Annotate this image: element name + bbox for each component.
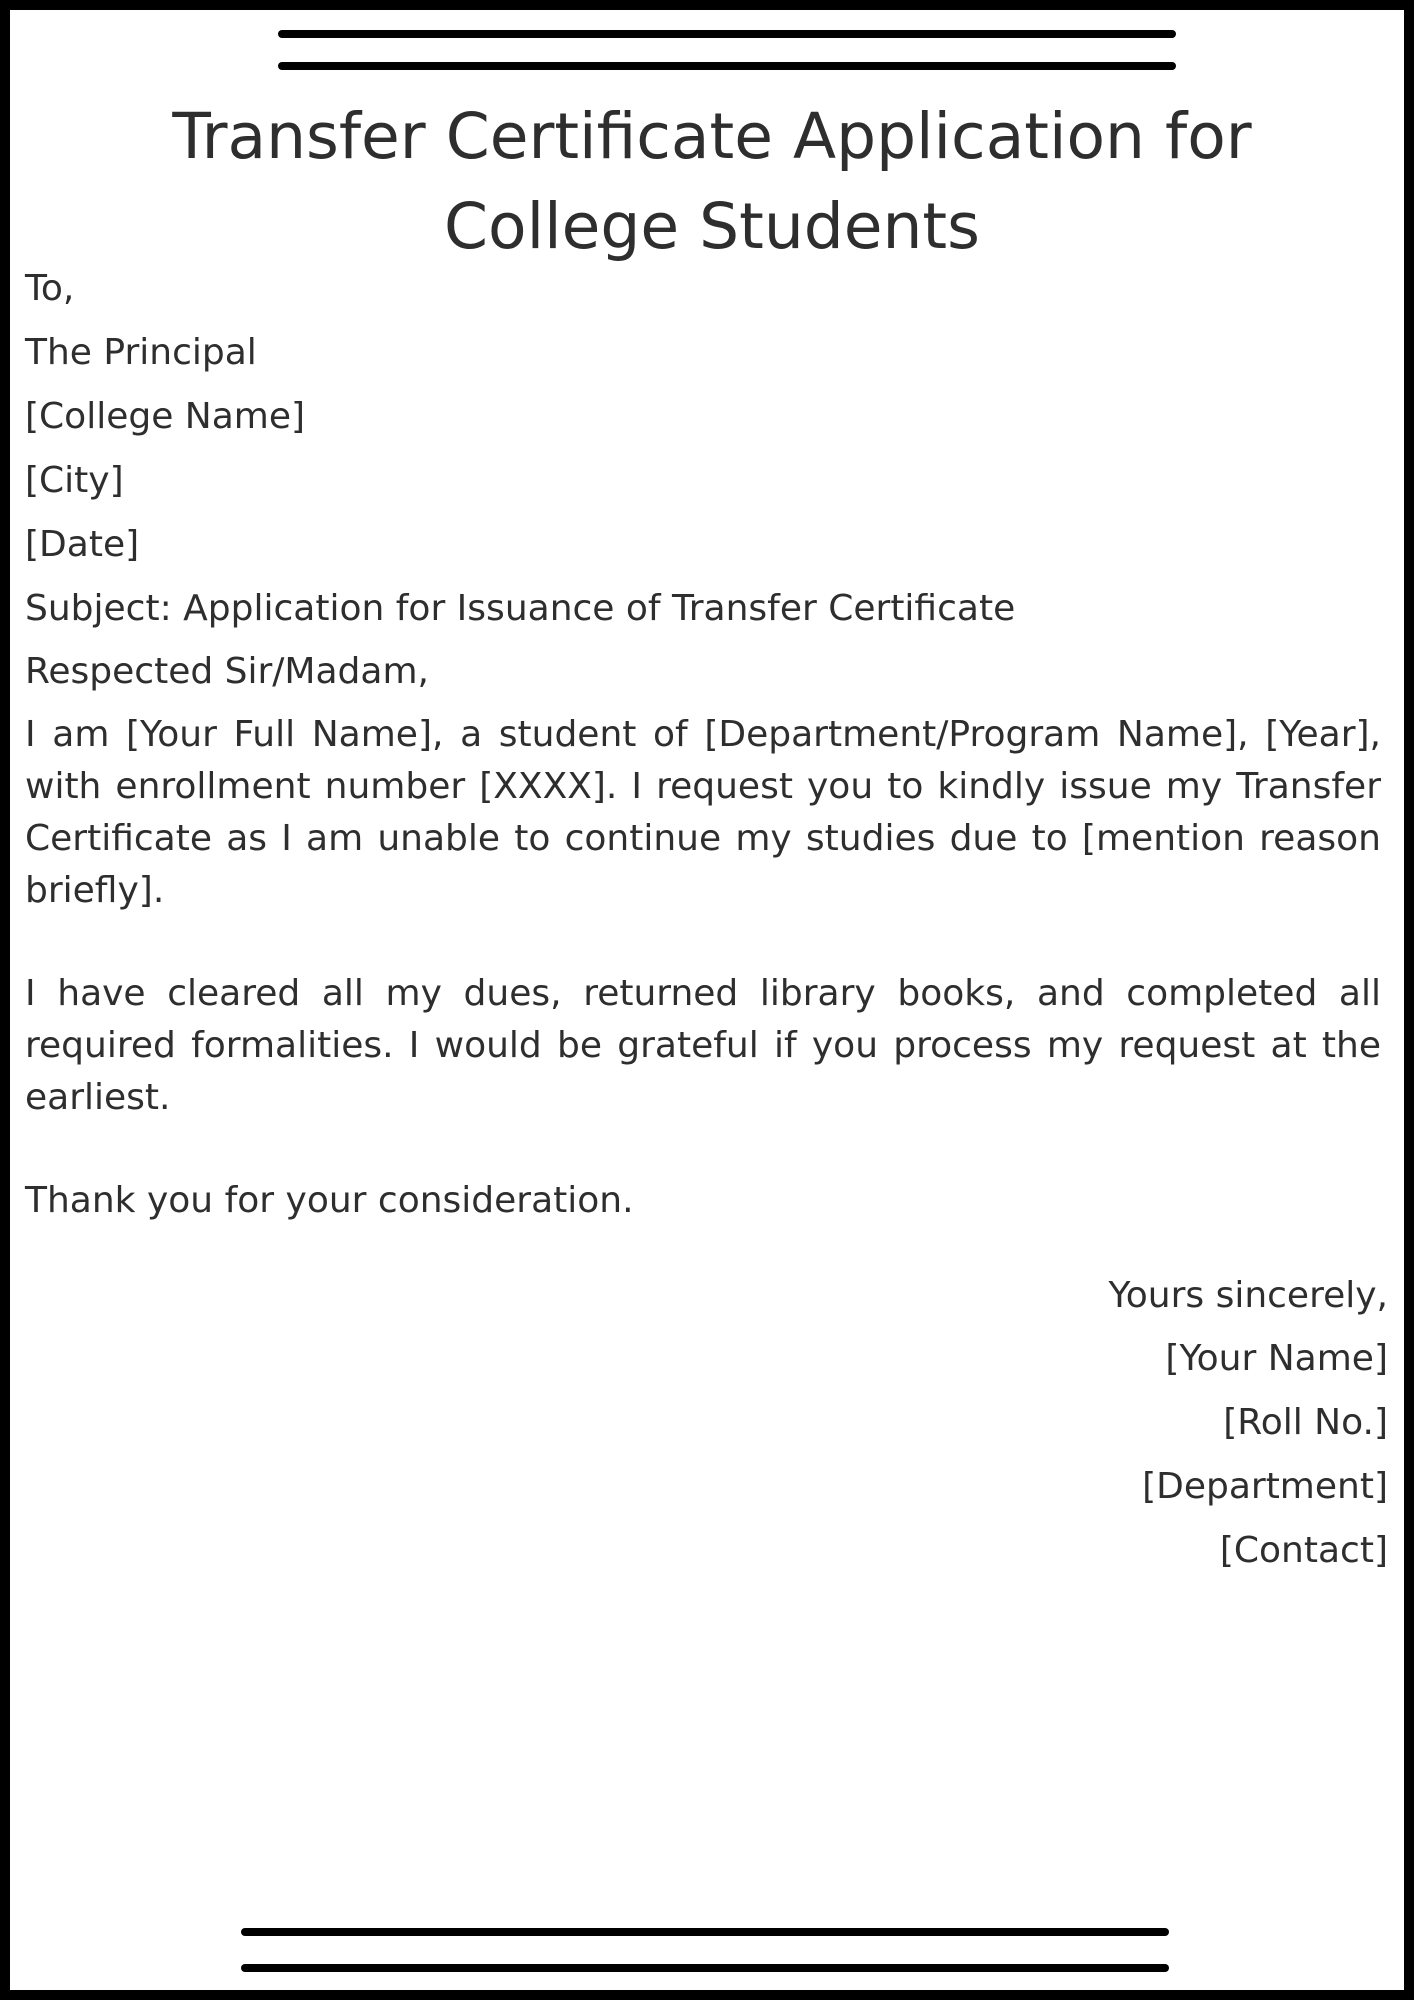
letter-date: [Date] bbox=[25, 524, 140, 565]
signature-department: [Department] bbox=[1142, 1466, 1388, 1507]
recipient-to: To, bbox=[25, 268, 75, 309]
bottom-decorative-rule-2 bbox=[241, 1964, 1169, 1972]
top-decorative-rule-2 bbox=[278, 62, 1176, 70]
body-paragraph-request: I am [Your Full Name], a student of [Department/Program Name], [Year], with enrollment number [XXXX]. I request you to kindly issue my Transfer Certificate as I am unable to continue my studies due to [mention reason briefly]. bbox=[25, 714, 1381, 911]
signature-name: [Your Name] bbox=[1165, 1338, 1388, 1379]
salutation: Respected Sir/Madam, bbox=[25, 651, 429, 692]
top-decorative-rule-1 bbox=[278, 30, 1176, 38]
body-paragraph-formalities: I have cleared all my dues, returned library books, and completed all required formalities. I would be grateful if you process my request at the earliest. bbox=[25, 973, 1381, 1118]
sign-off: Yours sincerely, bbox=[1108, 1275, 1388, 1316]
body-paragraph-thanks: Thank you for your consideration. bbox=[25, 1180, 634, 1221]
letter-subject: Subject: Application for Issuance of Transfer Certificate bbox=[25, 588, 1016, 629]
signature-contact: [Contact] bbox=[1219, 1530, 1388, 1571]
recipient-city: [City] bbox=[25, 460, 124, 501]
recipient-designation: The Principal bbox=[25, 332, 257, 373]
bottom-decorative-rule-1 bbox=[241, 1928, 1169, 1936]
signature-roll-no: [Roll No.] bbox=[1223, 1402, 1388, 1443]
document-title: Transfer Certificate Application for College Students bbox=[172, 100, 1252, 263]
recipient-college: [College Name] bbox=[25, 396, 306, 437]
